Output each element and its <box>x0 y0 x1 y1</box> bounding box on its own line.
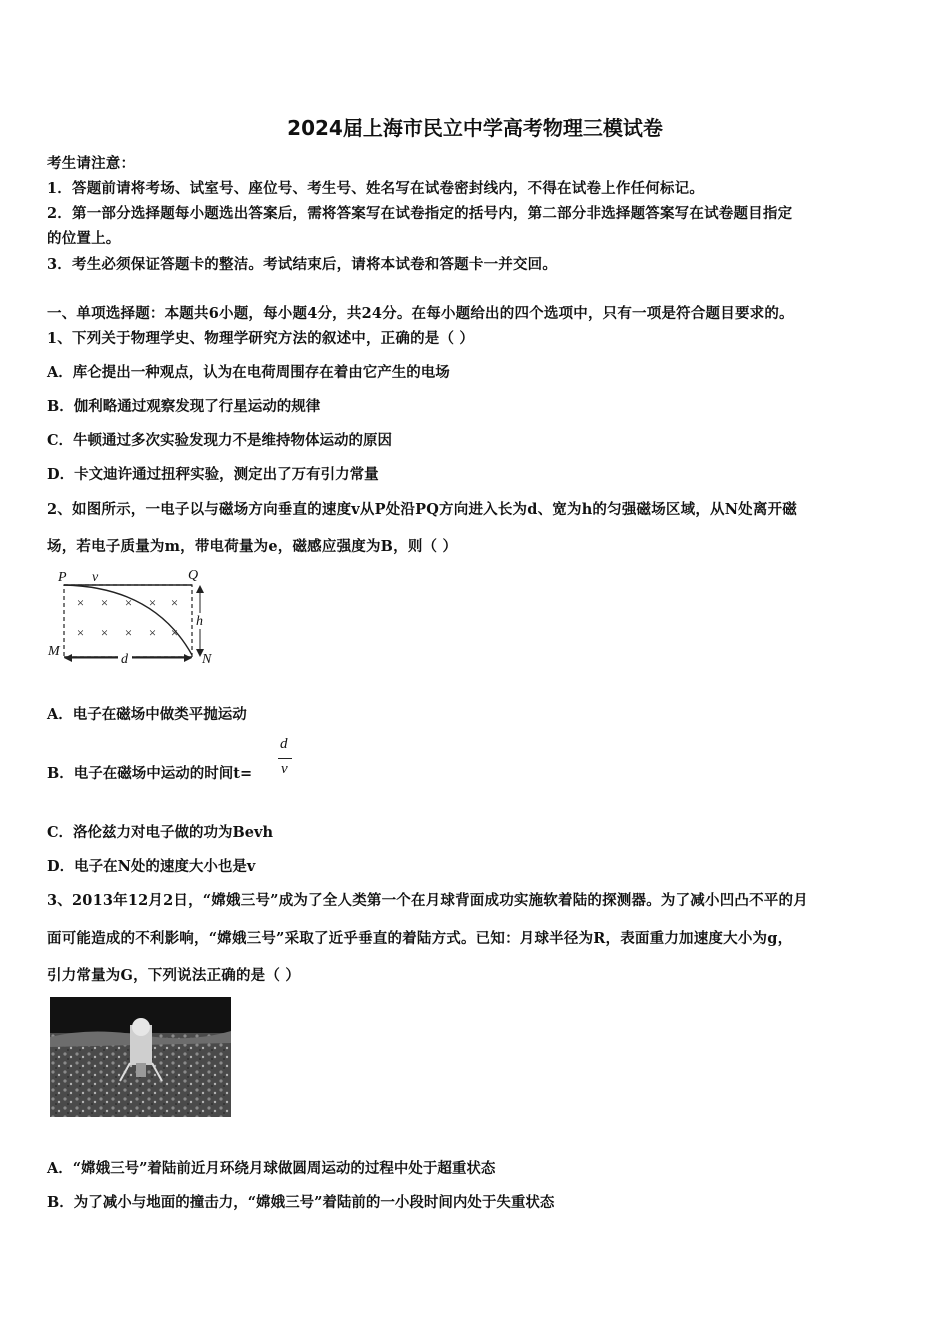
page-title: 2024届上海市民立中学高考物理三模试卷 <box>287 116 663 140</box>
q2-option-c: C．洛伦兹力对电子做的功为Bevh <box>47 824 273 841</box>
lander-base <box>136 1063 146 1077</box>
q3-stem-line2: 面可能造成的不利影响，“嫦娥三号”采取了近乎垂直的着陆方式。已知：月球半径为R，表面重力加速度大小为g， <box>47 930 793 947</box>
q2-option-b: B．电子在磁场中运动的时间t= <box>47 765 253 782</box>
notice-item-3: 3．考生必须保证答题卡的整洁。考试结束后，请将本试卷和答题卡一并交回。 <box>47 256 558 273</box>
notice-item-2-cont: 的位置上。 <box>47 230 121 247</box>
label-m: M <box>48 644 60 659</box>
label-p: P <box>58 570 67 585</box>
magnetic-field-diagram <box>44 563 224 673</box>
q3-option-a: A．“嫦娥三号”着陆前近月环绕月球做圆周运动的过程中处于超重状态 <box>47 1160 496 1177</box>
field-mark: × <box>170 595 179 610</box>
q2-stem-line2: 场，若电子质量为m，带电荷量为e，磁感应强度为B，则（ ） <box>47 538 458 555</box>
field-mark: × <box>148 625 157 640</box>
q2-option-a: A．电子在磁场中做类平抛运动 <box>47 706 247 723</box>
label-h: h <box>196 614 203 629</box>
label-q: Q <box>188 568 199 583</box>
field-mark: × <box>76 595 85 610</box>
field-marks <box>76 595 179 640</box>
notice-item-2: 2．第一部分选择题每小题选出答案后，需将答案写在试卷指定的括号内，第二部分非选择题答案写在试卷题目指定 <box>47 205 793 222</box>
fraction-numerator: d <box>280 736 288 752</box>
field-mark: × <box>148 595 157 610</box>
lunar-lander-photo <box>50 997 231 1117</box>
q3-stem-line1: 3、2013年12月2日，“嫦娥三号”成为了全人类第一个在月球背面成功实施软着陆的探测器。为了减小凹凸不平的月 <box>47 892 808 909</box>
fraction-bar <box>278 758 292 759</box>
q1-option-c: C．牛顿通过多次实验发现力不是维持物体运动的原因 <box>47 432 393 449</box>
q3-stem-line3: 引力常量为G，下列说法正确的是（ ） <box>47 967 301 984</box>
field-mark: × <box>124 595 133 610</box>
fraction-denominator: v <box>281 761 288 777</box>
q3-option-b: B．为了减小与地面的撞击力，“嫦娥三号”着陆前的一小段时间内处于失重状态 <box>47 1194 555 1211</box>
field-mark: × <box>100 595 109 610</box>
q1-option-b: B．伽利略通过观察发现了行星运动的规律 <box>47 398 321 415</box>
h-arrow-top <box>196 585 204 593</box>
q2-option-d: D．电子在N处的速度大小也是v <box>47 858 256 875</box>
field-mark: × <box>76 625 85 640</box>
q1-stem: 1、下列关于物理学史、物理学研究方法的叙述中，正确的是（ ） <box>47 330 475 347</box>
q1-option-d: D．卡文迪许通过扭秤实验，测定出了万有引力常量 <box>47 466 379 483</box>
q2-stem-line1: 2、如图所示，一电子以与磁场方向垂直的速度v从P处沿PQ方向进入长为d、宽为h的匀强磁场区域，从N处离开磁 <box>47 501 797 518</box>
notice-item-1: 1．答题前请将考场、试室号、座位号、考生号、姓名写在试卷密封线内，不得在试卷上作任何标记。 <box>47 180 705 197</box>
field-mark: × <box>100 625 109 640</box>
section-heading: 一、单项选择题：本题共6小题，每小题4分，共24分。在每小题给出的四个选项中，只有一项是符合题目要求的。 <box>47 305 794 322</box>
notice-heading: 考生请注意： <box>47 155 136 172</box>
label-d: d <box>121 652 128 667</box>
lander-top <box>132 1018 150 1036</box>
d-arrow-right <box>184 654 192 662</box>
q1-option-a: A．库仑提出一种观点，认为在电荷周围存在着由它产生的电场 <box>47 364 450 381</box>
label-n: N <box>202 652 212 667</box>
d-arrow-left <box>64 654 72 662</box>
field-mark: × <box>170 625 179 640</box>
label-v: v <box>92 570 99 585</box>
field-mark: × <box>124 625 133 640</box>
